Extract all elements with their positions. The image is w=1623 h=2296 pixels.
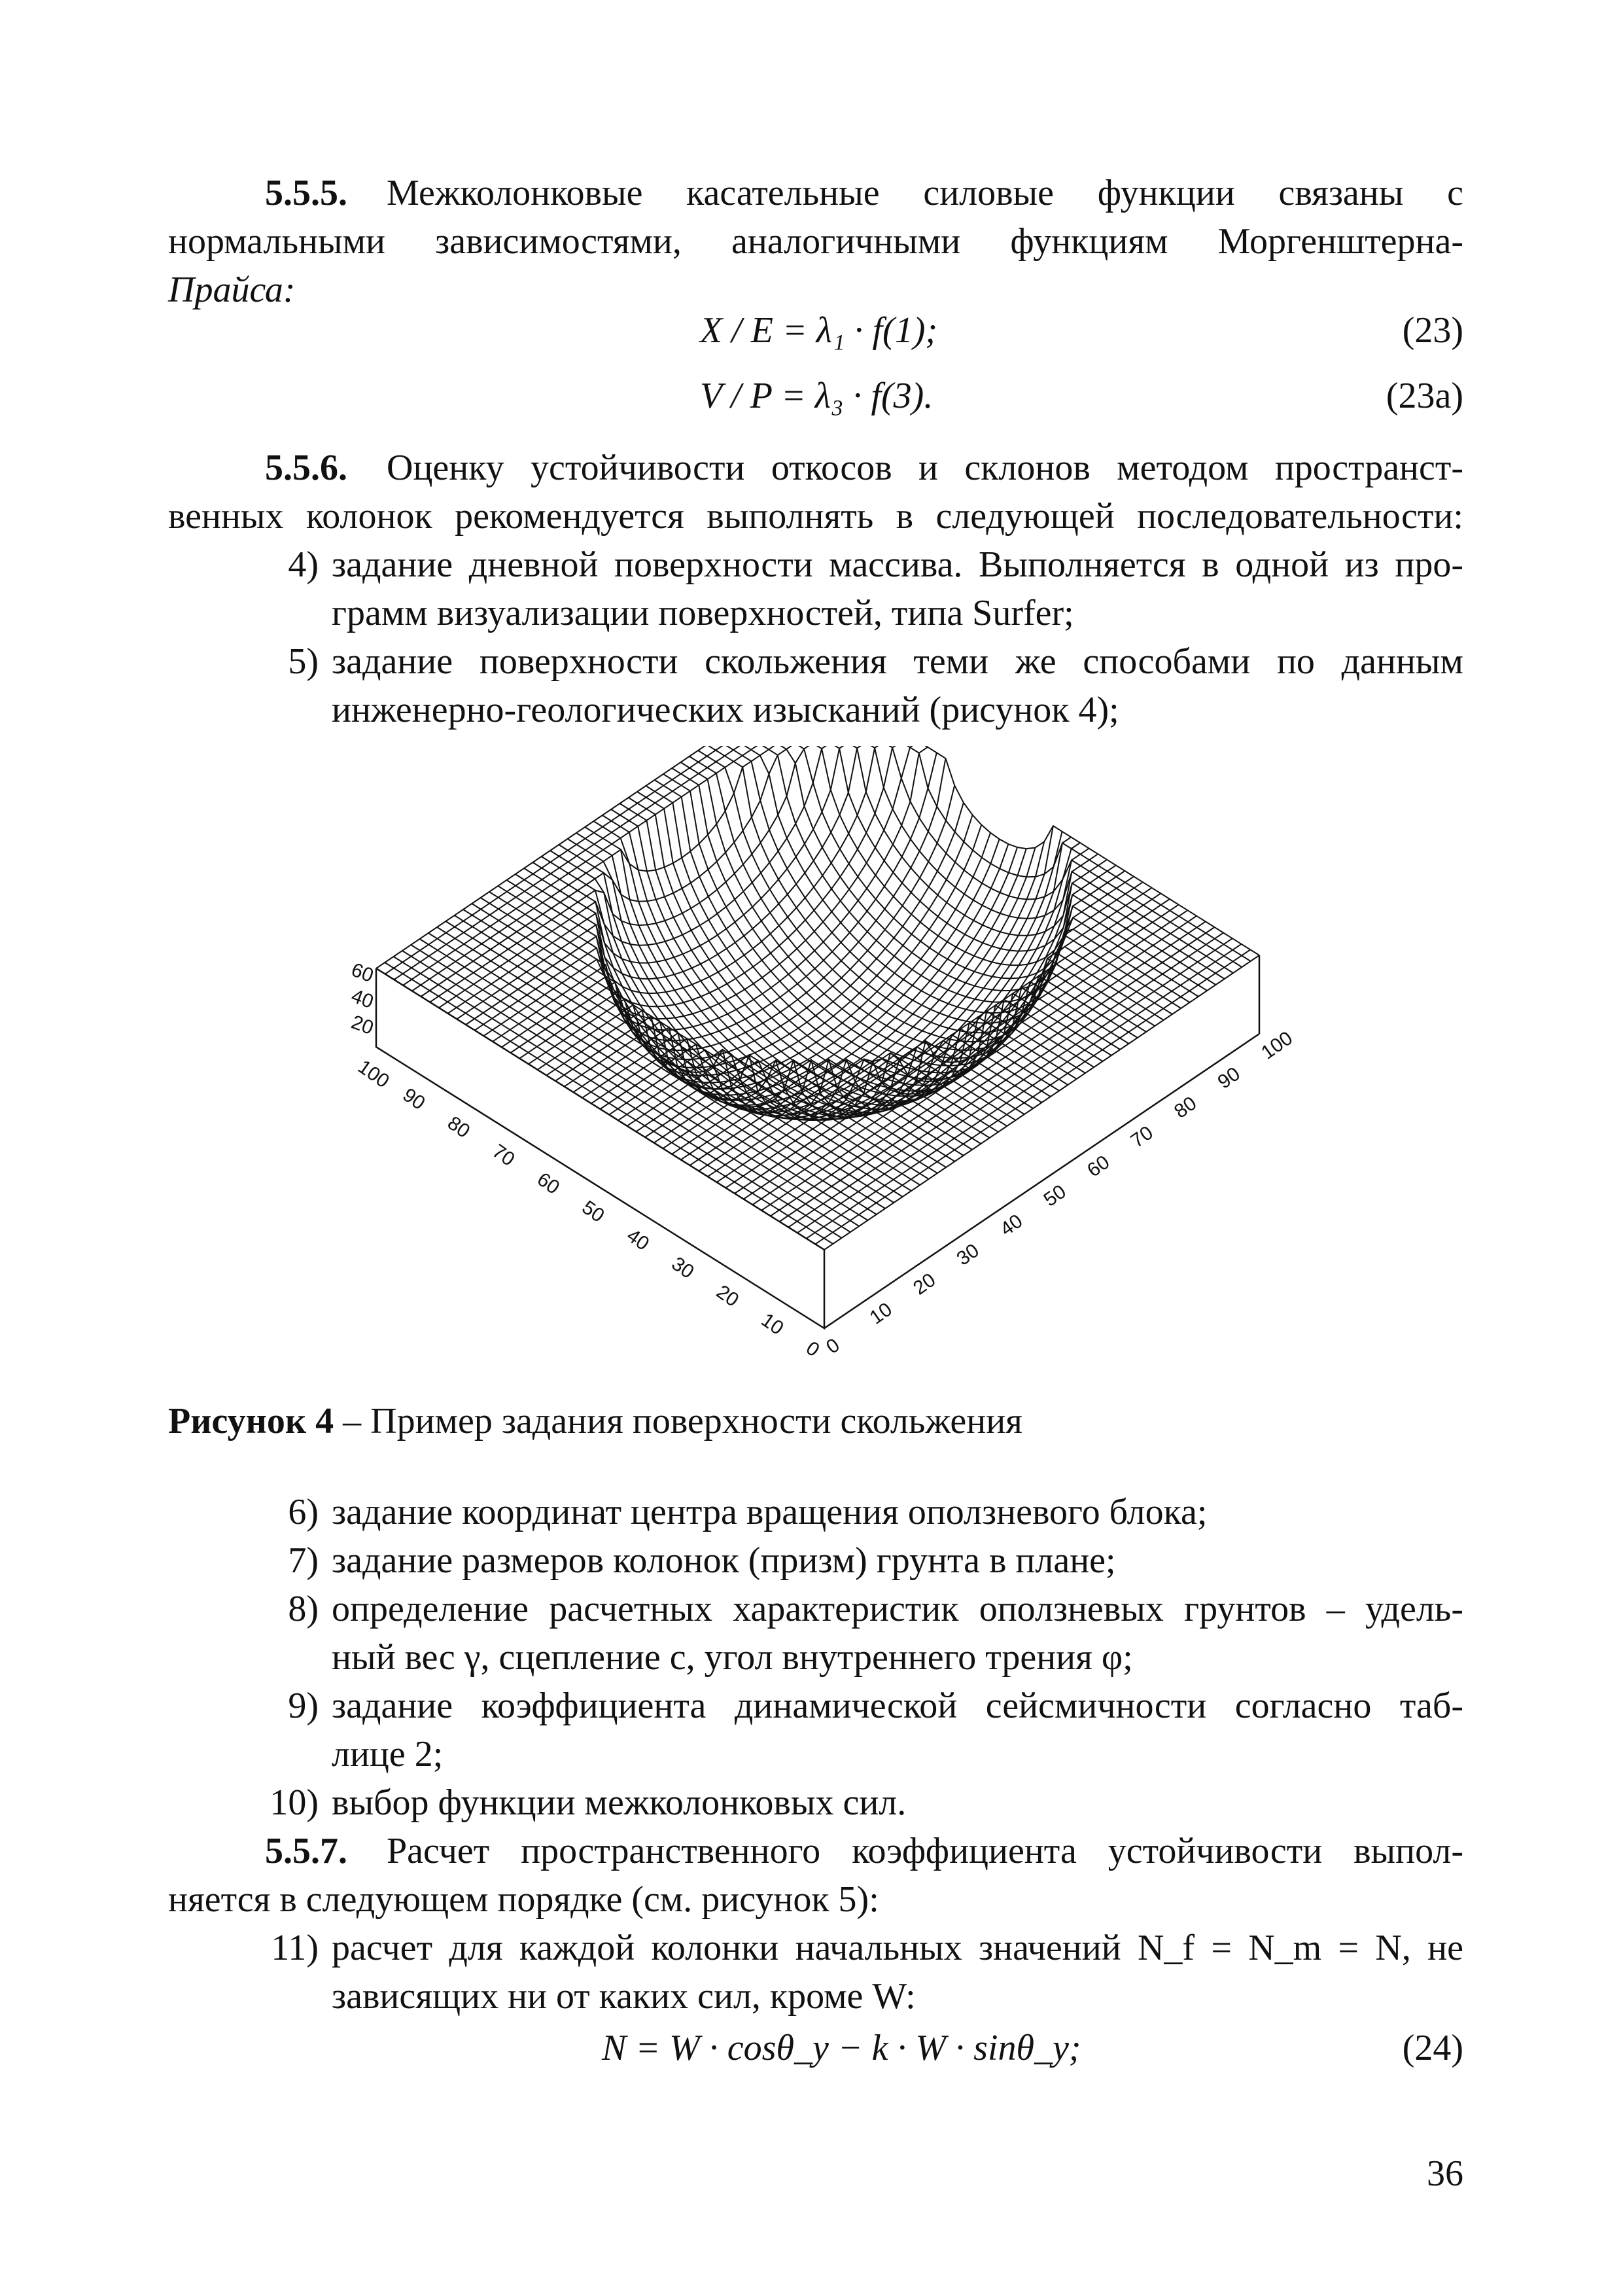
paragraph-5-5-5-line3: Прайса: (168, 270, 296, 310)
mesh-line (761, 916, 1196, 1210)
equation-23a: V / P = λ₃ · f(3). (700, 376, 934, 416)
mesh-line (788, 933, 1223, 1227)
left-axis-tick-label: 90 (398, 1084, 429, 1114)
list-number: 6) (288, 1492, 319, 1532)
mesh-line (742, 746, 1190, 1002)
list-item (168, 1924, 1463, 2021)
list-number: 9) (288, 1686, 319, 1726)
left-axis-tick-label: 70 (488, 1140, 519, 1171)
mesh-line (780, 927, 1215, 1222)
section-number: 5.5.7. (265, 1831, 347, 1871)
mesh-line (582, 847, 1017, 1105)
caption-text: – Пример задания поверхности скольжения (334, 1401, 1022, 1441)
list-item (168, 1536, 1463, 1585)
list-text: расчет для каждой колонки начальных значений N_f = N_m = N, не (332, 1928, 1463, 1968)
list-text: зависящих ни от каких сил, кроме W: (332, 1976, 916, 2017)
mesh-line (777, 746, 1225, 979)
list-item (168, 540, 1463, 637)
left-axis-tick-label: 20 (712, 1280, 743, 1311)
list-item (168, 1778, 1463, 1827)
text: Оценку устойчивости откосов и склонов методом пространст- (387, 448, 1463, 488)
right-axis-tick-label: 80 (1170, 1092, 1201, 1123)
left-axis-tick-label: 30 (667, 1252, 698, 1283)
paragraph-5-5-5-line1 (168, 169, 1463, 217)
left-axis-tick-label: 0 (801, 1337, 824, 1362)
section-number: 5.5.6. (265, 448, 347, 488)
mesh-line (725, 893, 1161, 1188)
mesh-line (750, 746, 1198, 997)
mesh-line (601, 848, 1036, 1113)
equation-number-23: (23) (1402, 310, 1463, 351)
z-tick-label: 40 (348, 985, 377, 1013)
section-number: 5.5.5. (265, 173, 347, 213)
right-axis-tick-label: 40 (996, 1210, 1027, 1241)
mesh-line (785, 746, 1233, 973)
mesh-line (663, 774, 1111, 1073)
list-item (168, 1682, 1463, 1778)
list-text: определение расчетных характеристик оползневых грунтов – удель- (332, 1589, 1463, 1629)
caption-label: Рисунок 4 (168, 1401, 334, 1441)
right-axis-tick-label: 60 (1083, 1151, 1114, 1182)
equation-number-24: (24) (1402, 2028, 1463, 2068)
mesh-line (481, 898, 929, 1179)
right-axis-tick-label: 100 (1257, 1027, 1297, 1064)
figure-caption (168, 1397, 1022, 1445)
mesh-line (475, 746, 910, 1031)
mesh-line (498, 886, 946, 1167)
left-axis-tick-label: 40 (622, 1224, 654, 1255)
list-text: ный вес γ, сцепление c, угол внутреннего трения φ; (332, 1637, 1133, 1678)
slip-surface-wireframe-figure (314, 746, 1335, 1368)
list-number: 4) (288, 544, 319, 585)
page-number: 36 (1427, 2153, 1463, 2194)
list-text: задание размеров колонок (призм) грунта в плане; (332, 1540, 1116, 1581)
list-text: задание коэффициента динамической сейсмичности согласно таб- (332, 1686, 1463, 1726)
z-tick-label: 20 (348, 1011, 377, 1039)
list-text: выбор функции межколонковых сил. (332, 1782, 907, 1823)
left-axis-tick-label: 10 (757, 1309, 788, 1339)
right-axis-tick-label: 50 (1039, 1180, 1070, 1211)
list-item (168, 1585, 1463, 1682)
mesh-line (797, 938, 1232, 1233)
paragraph-5-5-7-line1 (168, 1827, 1463, 1875)
mesh-line (439, 746, 874, 1008)
paragraph-5-5-6-line1 (168, 444, 1463, 492)
mesh-line (681, 865, 1116, 1159)
list-number: 8) (288, 1589, 319, 1629)
left-axis-tick-label: 100 (353, 1055, 393, 1093)
mesh-line (515, 874, 964, 1156)
mesh-line (794, 746, 1242, 967)
mesh-line (546, 825, 981, 1083)
left-axis-tick-label: 50 (578, 1196, 608, 1227)
side-wall (376, 968, 824, 1328)
list-item (168, 637, 1463, 734)
mesh-line (716, 746, 1164, 1023)
z-tick-label: 60 (348, 959, 377, 987)
mesh-line (403, 746, 838, 985)
right-axis-tick-label: 10 (865, 1298, 896, 1329)
equation-23: X / E = λ₁ · f(1); (700, 310, 937, 351)
mesh-line (744, 905, 1179, 1199)
list-text: лице 2; (332, 1734, 444, 1775)
left-axis-tick-label: 80 (443, 1112, 474, 1142)
equation-number-23a: (23а) (1386, 376, 1463, 416)
list-item (168, 1488, 1463, 1536)
text: Расчет пространственного коэффициента устойчивости выпол- (387, 1831, 1463, 1871)
paragraph-5-5-5-line2: нормальными зависимостями, аналогичными функциям Моргенштерна- (168, 221, 1463, 262)
list-text: грамм визуализации поверхностей, типа Surfer; (332, 593, 1074, 633)
list-text: задание поверхности скольжения теми же способами по данным (332, 641, 1463, 682)
right-axis-tick-label: 0 (822, 1334, 844, 1358)
list-number: 11) (271, 1928, 319, 1968)
axes (376, 955, 1259, 1328)
mesh-line (698, 751, 1146, 1042)
list-text: инженерно-геологических изысканий (рисунок 4); (332, 690, 1119, 730)
list-text: задание координат центра вращения оползневого блока; (332, 1492, 1208, 1532)
list-number: 10) (270, 1782, 319, 1823)
mesh-line (483, 746, 918, 1036)
text: Межколонковые касательные силовые функции связаны с (387, 173, 1463, 213)
paragraph-5-5-7-line2: няется в следующем порядке (см. рисунок 5): (168, 1879, 879, 1920)
paragraph-5-5-6-line2: венных колонок рекомендуется выполнять в следующей последовательности: (168, 496, 1463, 537)
list-text: задание дневной поверхности массива. Выполняется в одной из про- (332, 544, 1463, 585)
list-number: 5) (288, 641, 319, 682)
right-axis-tick-label: 30 (952, 1239, 983, 1270)
list-number: 7) (288, 1540, 319, 1581)
left-axis-tick-label: 60 (532, 1168, 564, 1199)
right-axis-tick-label: 90 (1213, 1063, 1244, 1093)
mesh-line (690, 871, 1125, 1165)
wireframe-mesh (376, 746, 1259, 1250)
mesh-line (412, 746, 847, 991)
mesh-line (507, 880, 955, 1161)
equation-24: N = W · cosθ_y − k · W · sinθ_y; (602, 2028, 1081, 2068)
mesh-line (735, 899, 1170, 1193)
right-axis-tick-label: 70 (1126, 1122, 1157, 1152)
right-axis-tick-label: 20 (909, 1269, 940, 1299)
